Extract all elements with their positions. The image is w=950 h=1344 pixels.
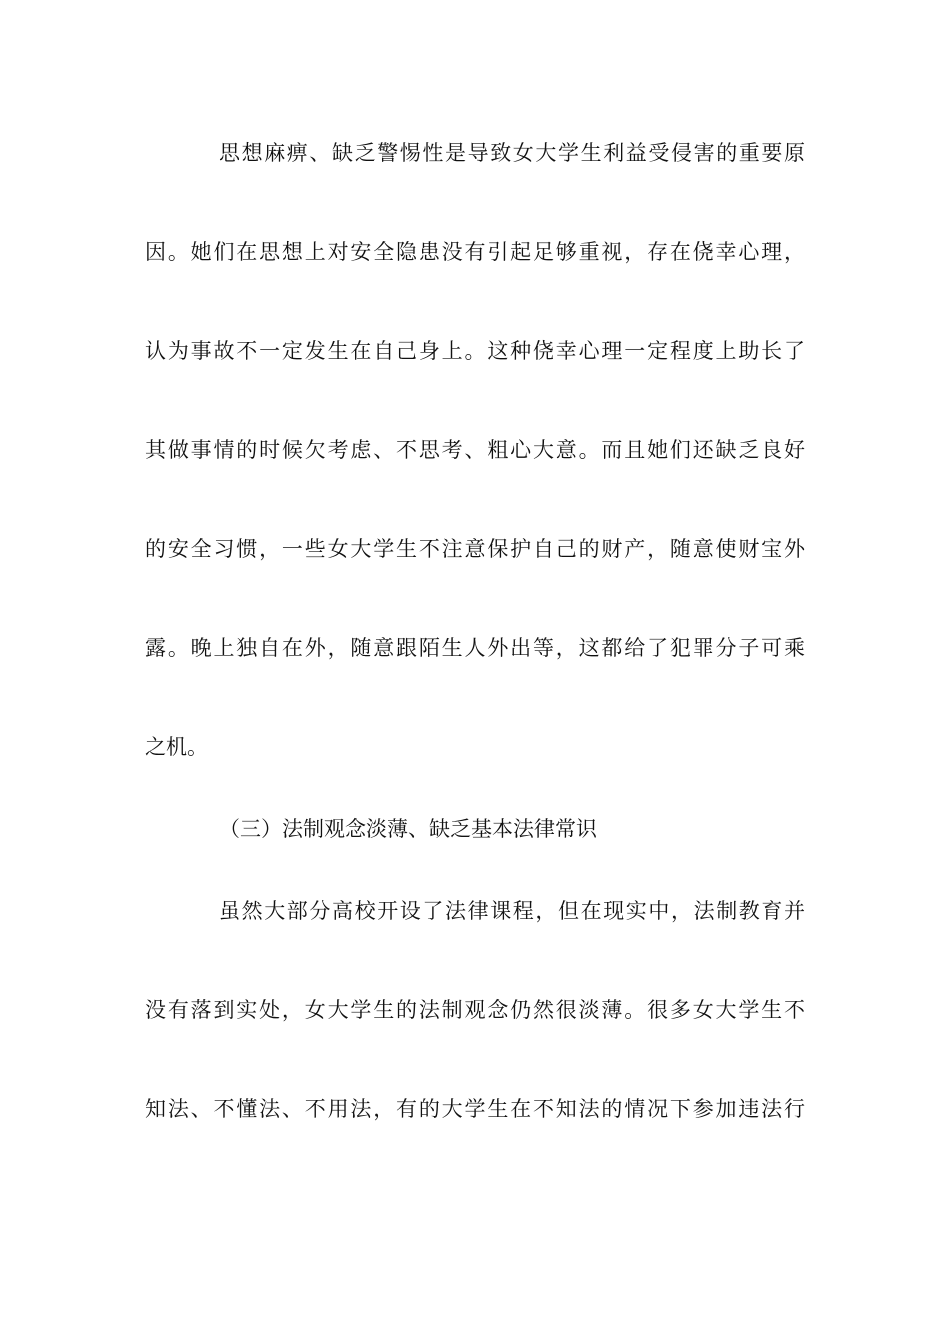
paragraph-line: 的安全习惯，一些女大学生不注意保护自己的财产，随意使财宝外 xyxy=(145,537,805,561)
paragraph-line: 认为事故不一定发生在自己身上。这种侥幸心理一定程度上助长了 xyxy=(145,339,805,363)
paragraph-line: 其做事情的时候欠考虑、不思考、粗心大意。而且她们还缺乏良好 xyxy=(145,438,805,462)
paragraph-line: 知法、不懂法、不用法，有的大学生在不知法的情况下参加违法行 xyxy=(145,1097,805,1121)
paragraph-line: 之机。 xyxy=(145,735,208,759)
paragraph-line: 虽然大部分高校开设了法律课程，但在现实中，法制教育并 xyxy=(219,899,805,923)
paragraph-line: 露。晚上独自在外，随意跟陌生人外出等，这都给了犯罪分子可乘 xyxy=(145,636,805,660)
paragraph-line: 因。她们在思想上对安全隐患没有引起足够重视，存在侥幸心理， xyxy=(145,240,805,264)
paragraph-line: 思想麻痹、缺乏警惕性是导致女大学生利益受侵害的重要原 xyxy=(219,141,805,165)
section-heading: （三）法制观念淡薄、缺乏基本法律常识 xyxy=(219,817,597,841)
paragraph-line: 没有落到实处，女大学生的法制观念仍然很淡薄。很多女大学生不 xyxy=(145,998,805,1022)
